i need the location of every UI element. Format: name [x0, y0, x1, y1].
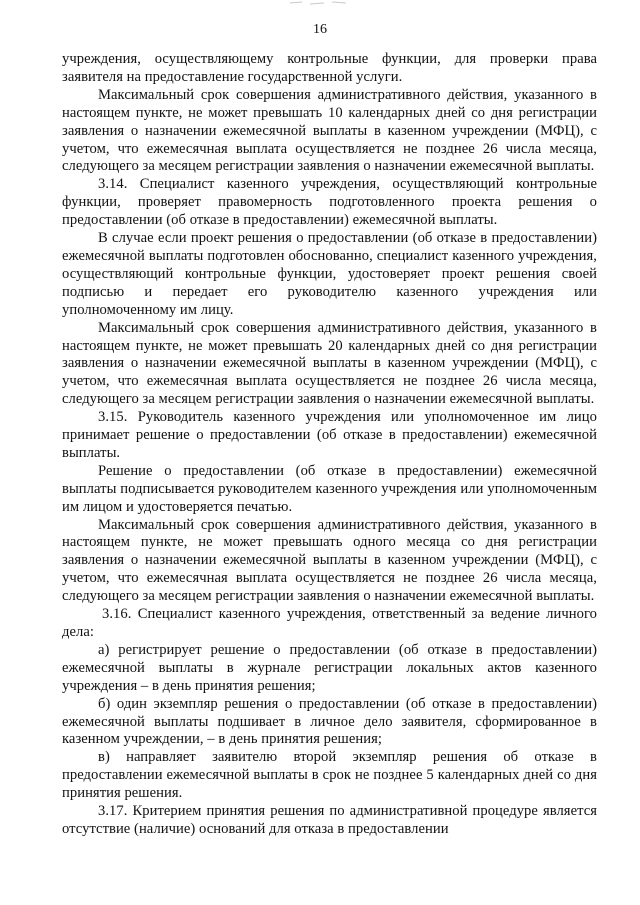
paragraph-3-16: 3.16. Специалист казенного учреждения, ответственный за ведение личного дела:	[62, 606, 597, 640]
scan-mark-icon	[280, 0, 360, 6]
paragraph-deadline-20-days: Максимальный срок совершения административного действия, указанного в настоящем пункте, не может превышать 20 календарных дней со дня регистрации заявления о назначении ежемесячной выплаты в казенном учреждении (МФЦ), с учетом, что ежемесячная выплата осуществляется не позднее 26 числа месяца, следующего за месяцем регистрации заявления о назначении ежемесячной выплаты.	[62, 319, 597, 408]
paragraph-decision-signing: Решение о предоставлении (об отказе в предоставлении) ежемесячной выплаты подписывается руководителем казенного учреждения или уполномоченным им лицом и удостоверяется печатью.	[62, 462, 597, 515]
page-number: 16	[313, 22, 327, 37]
paragraph-3-14: 3.14. Специалист казенного учреждения, осуществляющий контрольные функции, проверяет правомерность подготовленного проекта решения о предоставлении (об отказе в предоставлении) ежемесячной выплаты.	[62, 176, 597, 229]
paragraph-approval-case: В случае если проект решения о предоставлении (об отказе в предоставлении) ежемесячной выплаты подготовлен обоснованно, специалист казенного учреждения, осуществляющий контрольные функции, удостоверяет проект решения своей подписью и передает его руководителю казенного учреждения или уполномоченному им лицу.	[62, 230, 597, 318]
paragraph-deadline-10-days: Максимальный срок совершения административного действия, указанного в настоящем пункте, не может превышать 10 календарных дней со дня регистрации заявления о назначении ежемесячной выплаты в казенном учреждении (МФЦ), с учетом, что ежемесячная выплата осуществляется не позднее 26 числа месяца, следующего за месяцем регистрации заявления о назначении ежемесячной выплаты.	[62, 86, 597, 175]
paragraph-continuation: учреждения, осуществляющему контрольные функции, для проверки права заявителя на предоставление государственной услуги.	[62, 51, 597, 85]
paragraph-3-17: 3.17. Критерием принятия решения по административной процедуре является отсутствие (наличие) оснований для отказа в предоставлении	[62, 803, 597, 837]
paragraph-3-15: 3.15. Руководитель казенного учреждения или уполномоченное им лицо принимает решение о предоставлении (об отказе в предоставлении) ежемесячной выплаты.	[62, 409, 597, 461]
document-body	[62, 51, 597, 839]
list-item-a: а) регистрирует решение о предоставлении (об отказе в предоставлении) ежемесячной выплаты в журнале регистрации локальных актов казенного учреждения – в день принятия решения;	[62, 641, 597, 694]
list-item-c: в) направляет заявителю второй экземпляр решения об отказе в предоставлении ежемесячной выплаты в срок не позднее 5 календарных дней со дня принятия решения.	[62, 749, 597, 802]
paragraph-deadline-one-month: Максимальный срок совершения административного действия, указанного в настоящем пункте, не может превышать одного месяца со дня регистрации заявления о назначении ежемесячной выплаты в казенном учреждении (МФЦ), с учетом, что ежемесячная выплата осуществляется не позднее 26 числа месяца, следующего за месяцем регистрации заявления о назначении ежемесячной выплаты.	[62, 516, 597, 605]
list-item-b: б) один экземпляр решения о предоставлении (об отказе в предоставлении) ежемесячной выплаты подшивает в личное дело заявителя, сформированное в казенном учреждении, – в день принятия решения;	[62, 695, 597, 748]
